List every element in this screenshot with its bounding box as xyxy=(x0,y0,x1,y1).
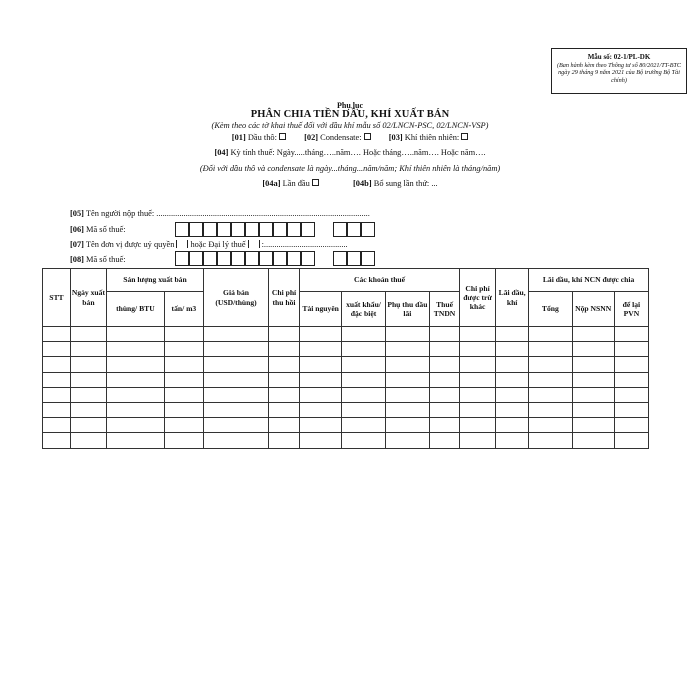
table-cell[interactable] xyxy=(614,372,648,387)
table-cell[interactable] xyxy=(496,357,529,372)
col-volume-ton: tấn/ m3 xyxy=(164,292,203,327)
table-cell[interactable] xyxy=(460,372,496,387)
table-cell[interactable] xyxy=(496,418,529,433)
table-cell[interactable] xyxy=(385,418,429,433)
option-crude-oil: [01] Dầu thô: xyxy=(232,133,286,142)
agent-tax-id-boxes[interactable] xyxy=(175,251,385,267)
table-cell[interactable] xyxy=(43,327,71,342)
table-cell[interactable] xyxy=(70,433,106,448)
table-cell[interactable] xyxy=(572,327,614,342)
table-cell[interactable] xyxy=(164,387,203,402)
table-cell[interactable] xyxy=(385,433,429,448)
agent-name-field: [07] Tên đơn vị được uỷ quyền hoặc Đại lý thuế :........................................ xyxy=(70,240,348,249)
table-cell[interactable] xyxy=(342,433,385,448)
table-cell[interactable] xyxy=(529,342,572,357)
table-cell[interactable] xyxy=(204,418,269,433)
table-cell[interactable] xyxy=(70,418,106,433)
table-cell[interactable] xyxy=(70,402,106,417)
table-cell[interactable] xyxy=(342,342,385,357)
table-cell[interactable] xyxy=(300,342,342,357)
table-cell[interactable] xyxy=(204,433,269,448)
col-tax-export: xuất khẩu/ đặc biệt xyxy=(342,292,385,327)
table-row xyxy=(43,372,649,387)
col-share-nsnn: Nộp NSNN xyxy=(572,292,614,327)
first-submission: [04a] Lần đầu xyxy=(262,179,318,188)
table-cell[interactable] xyxy=(430,418,460,433)
table-cell[interactable] xyxy=(430,402,460,417)
table-cell[interactable] xyxy=(614,387,648,402)
tax-period-code: [04] xyxy=(214,148,229,157)
table-cell[interactable] xyxy=(614,342,648,357)
col-other-deductible-cost: Chi phí được trừ khác xyxy=(460,269,496,327)
page-title: PHÂN CHIA TIỀN DẦU, KHÍ XUẤT BÁN xyxy=(250,109,450,120)
table-cell[interactable] xyxy=(430,372,460,387)
authorized-unit-checkbox[interactable] xyxy=(176,240,188,248)
table-cell[interactable] xyxy=(460,433,496,448)
table-cell[interactable] xyxy=(70,372,106,387)
table-cell[interactable] xyxy=(614,357,648,372)
supplement-submission: [04b] Bổ sung lần thứ: ... xyxy=(353,179,438,188)
table-cell[interactable] xyxy=(70,357,106,372)
col-tax-surcharge: Phụ thu dầu lãi xyxy=(385,292,429,327)
condensate-checkbox[interactable] xyxy=(364,133,371,140)
appendix-label: Phụ lục xyxy=(336,101,363,110)
table-cell[interactable] xyxy=(300,402,342,417)
table-cell[interactable] xyxy=(430,433,460,448)
table-cell[interactable] xyxy=(43,357,71,372)
table-cell[interactable] xyxy=(70,387,106,402)
table-cell[interactable] xyxy=(496,402,529,417)
table-cell[interactable] xyxy=(164,402,203,417)
col-share-pvn: để lại PVN xyxy=(614,292,648,327)
table-cell[interactable] xyxy=(385,327,429,342)
col-tax-resource: Tài nguyên xyxy=(300,292,342,327)
tax-agent-checkbox[interactable] xyxy=(248,240,260,248)
table-cell[interactable] xyxy=(529,372,572,387)
table-cell[interactable] xyxy=(614,418,648,433)
table-cell[interactable] xyxy=(269,372,300,387)
table-cell[interactable] xyxy=(572,402,614,417)
table-cell[interactable] xyxy=(385,342,429,357)
table-cell[interactable] xyxy=(385,387,429,402)
option-natural-gas: [03] Khí thiên nhiên: xyxy=(389,133,468,142)
table-cell[interactable] xyxy=(269,418,300,433)
table-cell[interactable] xyxy=(460,387,496,402)
table-cell[interactable] xyxy=(43,418,71,433)
col-sale-date: Ngày xuất bán xyxy=(70,269,106,327)
col-recovery-cost: Chi phí thu hồi xyxy=(269,269,300,327)
table-cell[interactable] xyxy=(430,327,460,342)
table-cell[interactable] xyxy=(269,327,300,342)
table-cell[interactable] xyxy=(572,387,614,402)
table-cell[interactable] xyxy=(342,402,385,417)
tax-period-note: (Đối với dầu thô và condensate là ngày...tháng...năm/năm; Khí thiên nhiên là tháng/năm) xyxy=(199,164,501,173)
table-cell[interactable] xyxy=(342,357,385,372)
table-cell[interactable] xyxy=(164,418,203,433)
table-cell[interactable] xyxy=(460,418,496,433)
table-cell[interactable] xyxy=(385,357,429,372)
table-cell[interactable] xyxy=(164,357,203,372)
col-share-total: Tổng xyxy=(529,292,572,327)
table-cell[interactable] xyxy=(496,372,529,387)
table-row xyxy=(43,387,649,402)
table-cell[interactable] xyxy=(269,387,300,402)
col-stt: STT xyxy=(43,269,71,327)
table-cell[interactable] xyxy=(300,327,342,342)
table-cell[interactable] xyxy=(342,418,385,433)
table-cell[interactable] xyxy=(43,342,71,357)
table-cell[interactable] xyxy=(164,433,203,448)
col-sale-volume: Sản lượng xuất bán xyxy=(106,269,203,292)
taxpayer-name-field: [05] Tên người nộp thuế: ...................................................................................................... xyxy=(70,209,370,218)
col-tax-cit: Thuế TNDN xyxy=(430,292,460,327)
table-cell[interactable] xyxy=(204,387,269,402)
table-cell[interactable] xyxy=(43,372,71,387)
table-row xyxy=(43,433,649,448)
first-submission-checkbox[interactable] xyxy=(312,179,319,186)
table-cell[interactable] xyxy=(106,433,164,448)
agent-name-input[interactable]: :........................................ xyxy=(261,240,348,249)
page-subtitle: (Kèm theo các tờ khai thuế đối với dầu khí mẫu số 02/LNCN-PSC, 02/LNCN-VSP) xyxy=(211,121,489,130)
table-row xyxy=(43,402,649,417)
table-cell[interactable] xyxy=(269,402,300,417)
table-cell[interactable] xyxy=(204,402,269,417)
table-cell[interactable] xyxy=(106,357,164,372)
table-cell[interactable] xyxy=(529,357,572,372)
table-cell[interactable] xyxy=(430,387,460,402)
table-cell[interactable] xyxy=(70,327,106,342)
table-cell[interactable] xyxy=(496,342,529,357)
table-row xyxy=(43,418,649,433)
option-condensate: [02] Condensate: xyxy=(304,133,370,142)
table-cell[interactable] xyxy=(529,418,572,433)
tax-id-label: [06] Mã số thuế: xyxy=(70,225,126,234)
table-cell[interactable] xyxy=(43,402,71,417)
form-reference-box xyxy=(551,48,687,94)
table-cell[interactable] xyxy=(430,357,460,372)
submission-times xyxy=(0,179,700,188)
table-cell[interactable] xyxy=(106,342,164,357)
product-options xyxy=(0,133,700,142)
table-row xyxy=(43,342,649,357)
table-cell[interactable] xyxy=(529,387,572,402)
oil-gas-profit-table xyxy=(42,268,649,449)
table-cell[interactable] xyxy=(106,387,164,402)
table-cell[interactable] xyxy=(204,372,269,387)
table-cell[interactable] xyxy=(460,357,496,372)
col-profit-oil-gas: Lãi dầu, khí xyxy=(496,269,529,327)
table-cell[interactable] xyxy=(529,402,572,417)
table-cell[interactable] xyxy=(572,342,614,357)
table-cell[interactable] xyxy=(300,372,342,387)
table-cell[interactable] xyxy=(342,372,385,387)
table-cell[interactable] xyxy=(300,418,342,433)
table-cell[interactable] xyxy=(70,342,106,357)
table-cell[interactable] xyxy=(204,327,269,342)
table-cell[interactable] xyxy=(614,402,648,417)
table-cell[interactable] xyxy=(204,342,269,357)
table-cell[interactable] xyxy=(269,357,300,372)
table-cell[interactable] xyxy=(572,433,614,448)
table-cell[interactable] xyxy=(300,357,342,372)
table-cell[interactable] xyxy=(529,327,572,342)
table-cell[interactable] xyxy=(572,357,614,372)
table-cell[interactable] xyxy=(164,372,203,387)
table-cell[interactable] xyxy=(43,433,71,448)
table-cell[interactable] xyxy=(572,418,614,433)
table-cell[interactable] xyxy=(164,327,203,342)
natural-gas-checkbox[interactable] xyxy=(461,133,468,140)
table-cell[interactable] xyxy=(342,327,385,342)
taxpayer-name-input[interactable]: ...................................................................................................... xyxy=(156,209,370,218)
table-cell[interactable] xyxy=(300,387,342,402)
table-cell[interactable] xyxy=(269,342,300,357)
tax-id-boxes[interactable] xyxy=(175,222,385,238)
table-cell[interactable] xyxy=(106,327,164,342)
table-cell[interactable] xyxy=(430,342,460,357)
table-cell[interactable] xyxy=(385,402,429,417)
tax-period xyxy=(0,148,700,157)
table-cell[interactable] xyxy=(300,433,342,448)
table-row xyxy=(43,357,649,372)
table-cell[interactable] xyxy=(342,387,385,402)
table-cell[interactable] xyxy=(269,433,300,448)
table-cell[interactable] xyxy=(43,387,71,402)
crude-oil-checkbox[interactable] xyxy=(279,133,286,140)
table-cell[interactable] xyxy=(164,342,203,357)
table-cell[interactable] xyxy=(460,342,496,357)
table-cell[interactable] xyxy=(106,418,164,433)
table-cell[interactable] xyxy=(614,327,648,342)
form-code: Mẫu số: 02-1/PL-DK xyxy=(587,53,651,61)
table-cell[interactable] xyxy=(529,433,572,448)
col-taxes: Các khoản thuế xyxy=(300,269,460,292)
table-cell[interactable] xyxy=(496,433,529,448)
tax-period-text[interactable]: Kỳ tính thuế: Ngày.....tháng…..năm…. Hoặc tháng…..năm…. Hoặc năm…. xyxy=(230,148,486,157)
table-cell[interactable] xyxy=(106,402,164,417)
col-shared-profit: Lãi dầu, khí NCN được chia xyxy=(529,269,649,292)
table-cell[interactable] xyxy=(572,372,614,387)
form-reference-note: (Ban hành kèm theo Thông tư số 80/2021/TT-BTC ngày 29 tháng 9 năm 2021 của Bộ trưởng Bộ Tài chính) xyxy=(556,61,682,84)
table-cell[interactable] xyxy=(614,433,648,448)
table-cell[interactable] xyxy=(496,327,529,342)
table-cell[interactable] xyxy=(106,372,164,387)
table-row xyxy=(43,327,649,342)
col-sale-price: Giá bán (USD/thùng) xyxy=(204,269,269,327)
agent-tax-id-label: [08] Mã số thuế: xyxy=(70,255,126,264)
table-cell[interactable] xyxy=(496,387,529,402)
table-cell[interactable] xyxy=(385,372,429,387)
table-cell[interactable] xyxy=(204,357,269,372)
col-volume-btu: thùng/ BTU xyxy=(106,292,164,327)
table-cell[interactable] xyxy=(460,327,496,342)
table-cell[interactable] xyxy=(460,402,496,417)
